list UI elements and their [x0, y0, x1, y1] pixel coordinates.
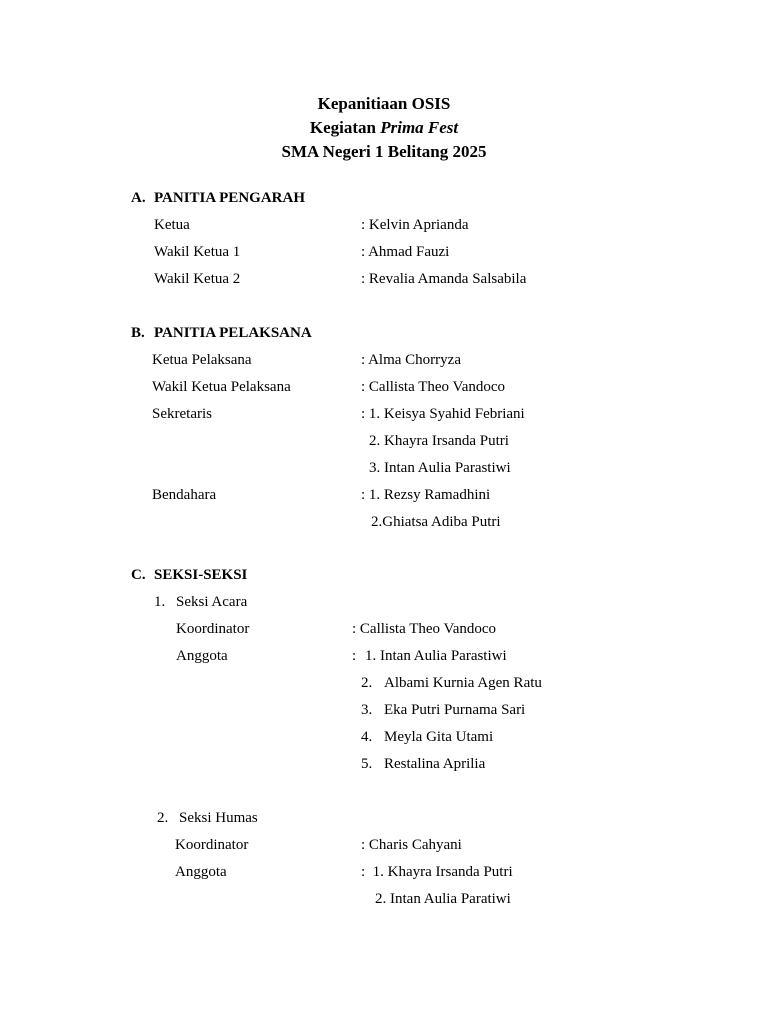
- section-a-letter: A.: [131, 190, 146, 206]
- acara-koordinator-value: : Callista Theo Vandoco: [352, 621, 497, 637]
- acara-member-5-name: Restalina Aprilia: [384, 756, 486, 772]
- ketua-pelaksana-label: Ketua Pelaksana: [152, 352, 252, 368]
- ketua-value: : Kelvin Aprianda: [361, 217, 469, 233]
- acara-member-2-number: 2.: [361, 675, 373, 691]
- wakil-ketua-1-value: : Ahmad Fauzi: [361, 244, 450, 260]
- section-b-title: PANITIA PELAKSANA: [154, 325, 312, 341]
- acara-member-1-number: 1.: [365, 648, 377, 664]
- section-a-title: PANITIA PENGARAH: [154, 190, 305, 206]
- bendahara-member-2: 2.Ghiatsa Adiba Putri: [371, 514, 501, 530]
- document-title: Kepanitiaan OSIS: [317, 94, 451, 113]
- bendahara-label: Bendahara: [152, 487, 217, 503]
- wakil-ketua-1-label: Wakil Ketua 1: [154, 244, 241, 260]
- seksi-acara-title: Seksi Acara: [176, 594, 248, 610]
- sekretaris-member-1: : 1. Keisya Syahid Febriani: [361, 406, 525, 422]
- seksi-acara-number: 1.: [154, 594, 166, 610]
- wakil-ketua-2-value: : Revalia Amanda Salsabila: [361, 271, 527, 287]
- school-title: SMA Negeri 1 Belitang 2025: [281, 142, 487, 161]
- ketua-pelaksana-value: : Alma Chorryza: [361, 352, 461, 368]
- seksi-humas-title: Seksi Humas: [179, 810, 258, 826]
- sekretaris-label: Sekretaris: [152, 406, 212, 422]
- ketua-label: Ketua: [154, 217, 190, 233]
- humas-member-1: : 1. Khayra Irsanda Putri: [361, 864, 513, 880]
- seksi-humas-number: 2.: [157, 810, 169, 826]
- bendahara-member-1: : 1. Rezsy Ramadhini: [361, 487, 491, 503]
- event-title-prefix: Kegiatan: [309, 118, 381, 137]
- humas-koordinator-label: Koordinator: [175, 837, 249, 853]
- event-name: Prima Fest: [380, 118, 459, 137]
- acara-member-2-name: Albami Kurnia Agen Ratu: [384, 675, 542, 691]
- acara-member-1-name: Intan Aulia Parastiwi: [380, 648, 507, 664]
- acara-member-3-name: Eka Putri Purnama Sari: [384, 702, 526, 718]
- wakil-ketua-2-label: Wakil Ketua 2: [154, 271, 241, 287]
- humas-member-2: 2. Intan Aulia Paratiwi: [375, 891, 511, 907]
- acara-member-3-number: 3.: [361, 702, 373, 718]
- acara-anggota-colon: :: [352, 648, 357, 664]
- sekretaris-member-3: 3. Intan Aulia Parastiwi: [369, 460, 511, 476]
- section-c-title: SEKSI-SEKSI: [154, 567, 248, 583]
- acara-member-5-number: 5.: [361, 756, 373, 772]
- acara-member-4-number: 4.: [361, 729, 373, 745]
- acara-koordinator-label: Koordinator: [176, 621, 250, 637]
- section-b-letter: B.: [131, 325, 145, 341]
- sekretaris-member-2: 2. Khayra Irsanda Putri: [369, 433, 509, 449]
- wakil-ketua-pelaksana-label: Wakil Ketua Pelaksana: [152, 379, 291, 395]
- humas-koordinator-value: : Charis Cahyani: [361, 837, 462, 853]
- humas-anggota-label: Anggota: [175, 864, 227, 880]
- section-c-letter: C.: [131, 567, 146, 583]
- event-title: [0, 118, 768, 138]
- wakil-ketua-pelaksana-value: : Callista Theo Vandoco: [361, 379, 506, 395]
- acara-member-4-name: Meyla Gita Utami: [384, 729, 494, 745]
- acara-anggota-label: Anggota: [176, 648, 228, 664]
